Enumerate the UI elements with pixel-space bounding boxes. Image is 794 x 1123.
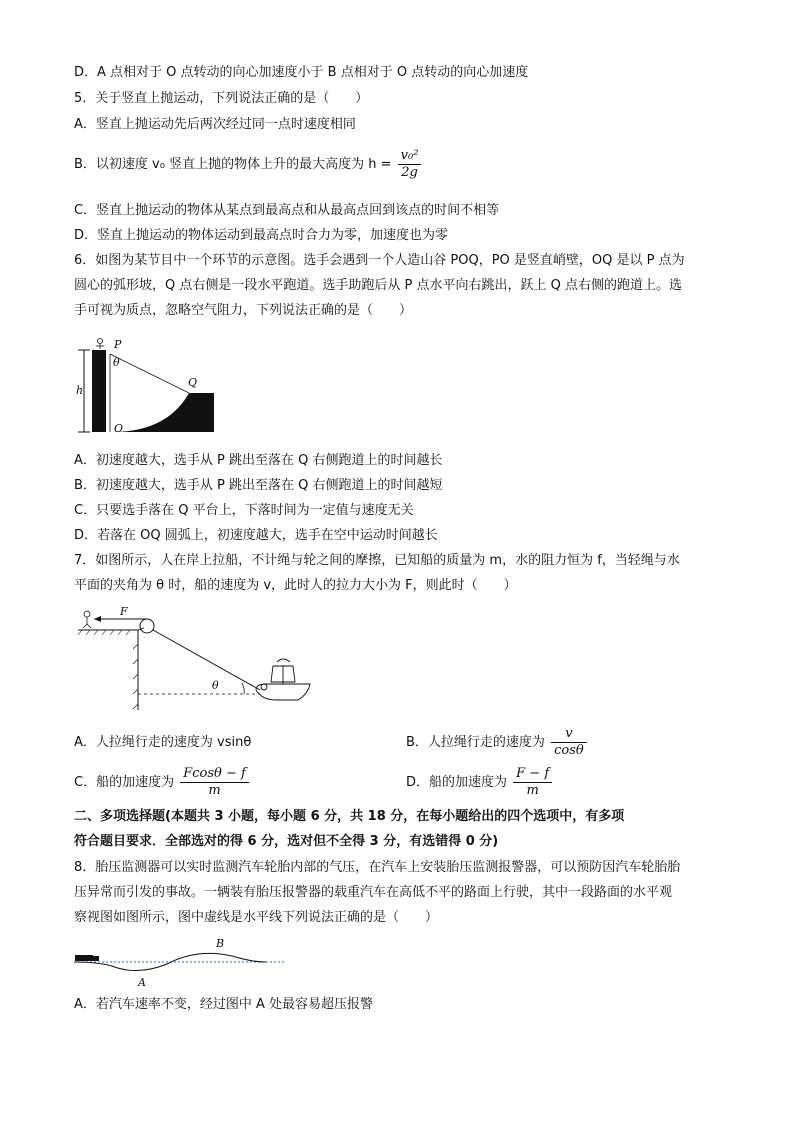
force-arrow-icon [94, 616, 101, 622]
fraction-numerator: F − f [513, 766, 552, 783]
slope-block [112, 393, 214, 432]
q4-option-d: D．A 点相对于 O 点转动的向心加速度小于 B 点相对于 O 点转动的向心加速度 [74, 65, 529, 80]
q6-fig-label-theta: θ [113, 356, 120, 369]
q7-stem-line1: 7．如图所示，人在岸上拉船，不计绳与轮之间的摩擦，已知船的质量为 m，水的阻力恒为 f，当轻绳与水 [74, 553, 680, 568]
q7-option-b-text: B．人拉绳行走的速度为 [406, 735, 545, 750]
q7-option-b [406, 726, 589, 759]
q5-stem: 5．关于竖直上抛运动，下列说法正确的是（ ） [74, 91, 369, 106]
q6-stem-line1: 6．如图为某节目中一个环节的示意图。选手会遇到一个人造山谷 POQ，PO 是竖直峭壁，OQ 是以 P 点为 [74, 253, 685, 268]
q6-stem-line2: 圆心的弧形坡，Q 点右侧是一段水平跑道。选手助跑后从 P 点水平向右跳出，跃上 Q 点右侧的跑道上。选 [74, 278, 682, 293]
section2-heading-line2: 符合题目要求．全部选对的得 6 分，选对但不全得 3 分，有选错得 0 分) [74, 834, 499, 849]
person-icon [98, 339, 103, 344]
q8-fig-label-a: A [138, 976, 146, 989]
section2-heading-line1: 二、多项选择题(本题共 3 小题，每小题 6 分，共 18 分，在每小题给出的四个选项中，有多项 [74, 809, 625, 824]
q7-option-c-fraction [180, 766, 249, 799]
fraction-denominator: cosθ [554, 743, 584, 758]
q6-fig-label-q: Q [188, 376, 198, 389]
person-icon [84, 611, 90, 617]
q5-option-b-text: B．以初速度 v₀ 竖直上抛的物体上升的最大高度为 h = [74, 157, 392, 172]
q8-stem-line2: 压异常而引发的事故。一辆装有胎压报警器的载重汽车在高低不平的路面上行驶，其中一段路面的水平观 [74, 885, 673, 900]
fraction-numerator: Fcosθ − f [180, 766, 249, 783]
q5-option-b [74, 148, 423, 181]
q6-option-d: D．若落在 OQ 圆弧上，初速度越大，选手在空中运动时间越长 [74, 528, 438, 543]
q6-stem-line3: 手可视为质点，忽略空气阻力，下列说法正确的是（ ） [74, 303, 413, 318]
fraction-numerator: v₀² [398, 148, 422, 165]
q8-stem-line1: 8．胎压监测器可以实时监测汽车轮胎内部的气压，在汽车上安装胎压监测报警器，可以预防因汽车轮胎胎 [74, 860, 681, 875]
q5-option-c: C．竖直上抛运动的物体从某点到最高点和从最高点回到该点的时间不相等 [74, 203, 500, 218]
q5-option-a: A．竖直上抛运动先后两次经过同一点时速度相同 [74, 117, 356, 132]
boat-icon [256, 659, 310, 700]
pulley-icon [140, 619, 154, 633]
q7-fig-label-theta: θ [212, 679, 219, 692]
q7-option-d [406, 766, 554, 799]
q7-fig-label-f: F [120, 605, 128, 618]
q7-option-c-text: C．船的加速度为 [74, 775, 175, 790]
q7-option-d-text: D．船的加速度为 [406, 775, 508, 790]
q8-road-figure [72, 934, 292, 990]
truck-icon [75, 955, 99, 961]
q8-option-a: A．若汽车速率不变，经过图中 A 处最容易超压报警 [74, 997, 374, 1012]
fraction-numerator: v [551, 726, 587, 743]
q5-option-d: D．竖直上抛运动的物体运动到最高点时合力为零，加速度也为零 [74, 228, 449, 243]
fraction-denominator: m [526, 783, 539, 798]
q5-option-b-fraction [398, 148, 422, 181]
q7-option-b-fraction [551, 726, 587, 759]
q6-valley-figure [72, 336, 222, 440]
q7-option-d-fraction [513, 766, 552, 799]
q6-fig-label-o: O [114, 422, 124, 435]
q7-option-c [74, 766, 251, 799]
q7-boat-figure [76, 604, 316, 714]
q6-option-b: B．初速度越大，选手从 P 跳出至落在 Q 右侧跑道上的时间越短 [74, 478, 443, 493]
q8-fig-label-b: B [216, 937, 225, 950]
q7-option-a: A．人拉绳行走的速度为 vsinθ [74, 735, 252, 750]
q7-stem-line2: 平面的夹角为 θ 时，船的速度为 v，此时人的拉力大小为 F，则此时（ ） [74, 578, 517, 593]
q6-option-c: C．只要选手落在 Q 平台上，下落时间为一定值与速度无关 [74, 503, 414, 518]
cliff-wall [92, 350, 106, 432]
q6-option-a: A．初速度越大，选手从 P 跳出至落在 Q 右侧跑道上的时间越长 [74, 453, 443, 468]
q8-stem-line3: 察视图如图所示，图中虚线是水平线下列说法正确的是（ ） [74, 910, 439, 925]
fraction-denominator: m [208, 783, 221, 798]
q6-fig-label-p: P [114, 338, 122, 351]
q6-fig-label-h: h [76, 384, 84, 397]
fraction-denominator: 2g [401, 165, 418, 180]
